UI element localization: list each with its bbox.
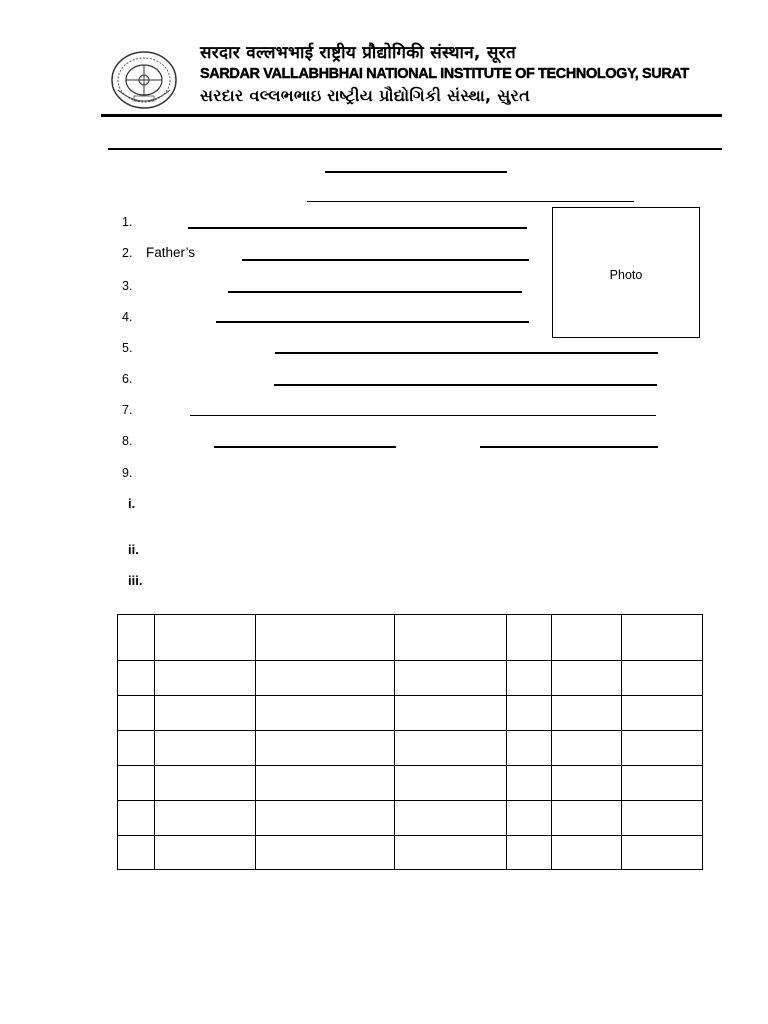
sub-item-ii: ii.: [128, 542, 139, 557]
table-cell[interactable]: [622, 615, 703, 661]
table-cell[interactable]: [622, 766, 703, 801]
table-cell[interactable]: [155, 615, 256, 661]
table-cell[interactable]: [118, 696, 155, 731]
table-cell[interactable]: [256, 766, 395, 801]
sub-item-i: i.: [128, 496, 136, 511]
table-cell[interactable]: [552, 731, 622, 766]
table-cell[interactable]: [395, 801, 507, 836]
item-6-number: 6.: [122, 372, 133, 386]
table-cell[interactable]: [622, 731, 703, 766]
institute-name-gujarati: સરદાર વલ્લભભાઇ રાષ્ટ્રીય પ્રૌદ્યોગિકી સંસ્થા, સુરત: [200, 86, 531, 105]
table-cell[interactable]: [395, 766, 507, 801]
table-cell[interactable]: [118, 731, 155, 766]
table-cell[interactable]: [256, 731, 395, 766]
table-header-row: [118, 615, 703, 661]
table-cell[interactable]: [256, 836, 395, 870]
table-cell[interactable]: [552, 696, 622, 731]
item-5-field[interactable]: [275, 352, 658, 354]
item-6-field[interactable]: [274, 384, 657, 386]
form-title-underline: [325, 171, 507, 173]
table-cell[interactable]: [552, 661, 622, 696]
table-cell[interactable]: [256, 696, 395, 731]
item-1-field[interactable]: [188, 227, 527, 229]
subtitle-underline: [307, 201, 634, 202]
table-row: [118, 731, 703, 766]
table-row: [118, 836, 703, 870]
item-5-number: 5.: [122, 341, 133, 355]
table-cell[interactable]: [155, 766, 256, 801]
item-7-field[interactable]: [190, 415, 656, 416]
item-4-number: 4.: [122, 310, 133, 324]
table-cell[interactable]: [395, 696, 507, 731]
item-2-label: Father’s: [146, 245, 196, 260]
item-2-number: 2.: [122, 246, 133, 260]
table-cell[interactable]: [155, 731, 256, 766]
photo-label: Photo: [609, 268, 643, 282]
table-cell[interactable]: [507, 836, 552, 870]
table-cell[interactable]: [118, 661, 155, 696]
institute-name-english: SARDAR VALLABHBHAI NATIONAL INSTITUTE OF TECHNOLOGY, SURAT: [200, 66, 689, 82]
table-cell[interactable]: [552, 615, 622, 661]
item-3-number: 3.: [122, 279, 133, 293]
table-cell[interactable]: [552, 836, 622, 870]
item-8-field-b[interactable]: [480, 446, 658, 448]
table-cell[interactable]: [155, 801, 256, 836]
title-rule: [108, 148, 722, 150]
table-cell[interactable]: [256, 661, 395, 696]
item-8-number: 8.: [122, 434, 133, 448]
data-table: [117, 614, 703, 870]
institute-name-hindi: सरदार वल्लभभाई राष्ट्रीय प्रौद्योगिकी संस्थान, सूरत: [200, 43, 516, 63]
header-divider: [101, 114, 722, 117]
table-cell[interactable]: [155, 661, 256, 696]
institute-seal-icon: [110, 50, 178, 110]
table-cell[interactable]: [395, 731, 507, 766]
table-cell[interactable]: [395, 615, 507, 661]
table-cell[interactable]: [155, 696, 256, 731]
table-row: [118, 766, 703, 801]
item-9-number: 9.: [122, 466, 133, 480]
item-3-field[interactable]: [228, 291, 522, 293]
table-cell[interactable]: [507, 801, 552, 836]
table-cell[interactable]: [155, 836, 256, 870]
table-cell[interactable]: [552, 801, 622, 836]
photo-box: [552, 207, 700, 338]
table-cell[interactable]: [118, 801, 155, 836]
table-cell[interactable]: [507, 731, 552, 766]
table-cell[interactable]: [256, 615, 395, 661]
table-row: [118, 661, 703, 696]
item-8-field-a[interactable]: [214, 446, 396, 448]
table-cell[interactable]: [622, 836, 703, 870]
table-cell[interactable]: [395, 661, 507, 696]
table-cell[interactable]: [552, 766, 622, 801]
sub-item-iii: iii.: [128, 573, 143, 588]
item-2-field[interactable]: [242, 259, 529, 261]
item-4-field[interactable]: [216, 321, 529, 323]
item-7-number: 7.: [122, 403, 133, 417]
table-row: [118, 696, 703, 731]
table-cell[interactable]: [507, 615, 552, 661]
table-cell[interactable]: [256, 801, 395, 836]
item-1-number: 1.: [122, 215, 133, 229]
table-cell[interactable]: [507, 766, 552, 801]
table-cell[interactable]: [622, 696, 703, 731]
table-cell[interactable]: [395, 836, 507, 870]
table-cell[interactable]: [118, 766, 155, 801]
table-cell[interactable]: [622, 801, 703, 836]
table-cell[interactable]: [622, 661, 703, 696]
table-cell[interactable]: [507, 661, 552, 696]
table-cell[interactable]: [507, 696, 552, 731]
table-cell[interactable]: [118, 615, 155, 661]
table-row: [118, 801, 703, 836]
table-cell[interactable]: [118, 836, 155, 870]
